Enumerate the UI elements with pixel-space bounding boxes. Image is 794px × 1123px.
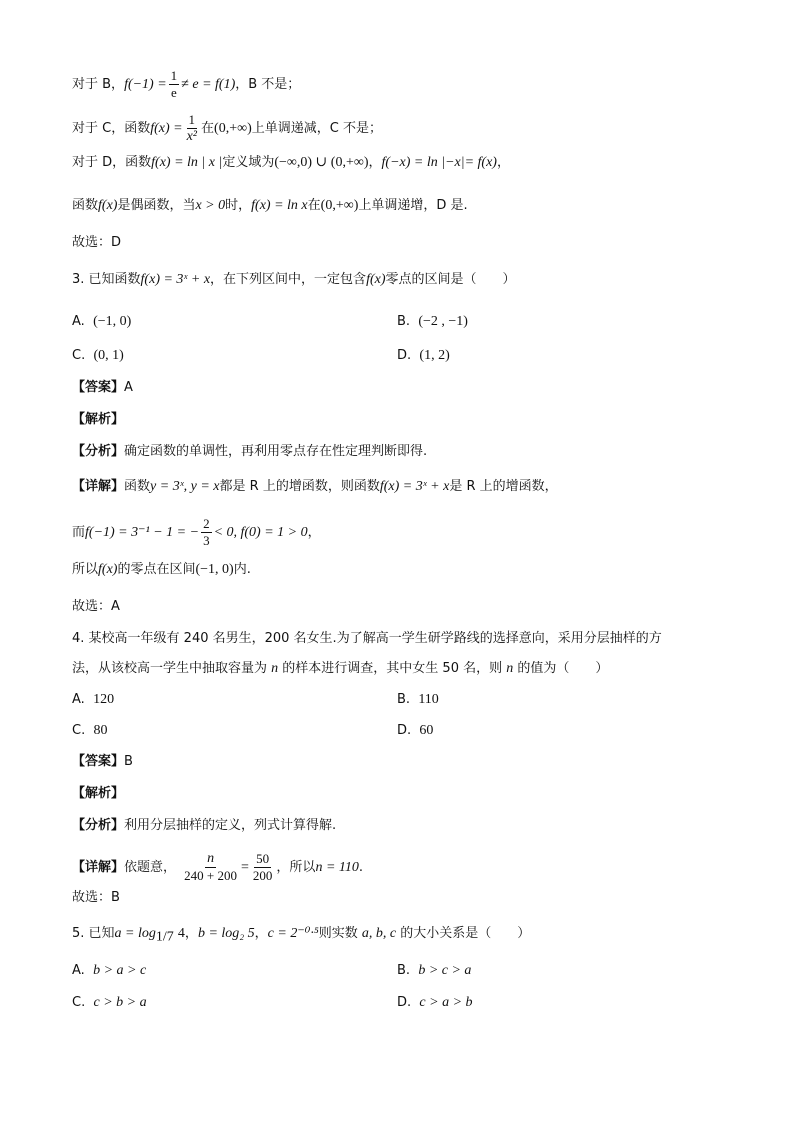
question-4-line2 bbox=[72, 659, 608, 679]
xj-fraction bbox=[201, 516, 212, 549]
q5-a-arg: 4 bbox=[177, 926, 185, 941]
jiexi-tag: 【解析】 bbox=[72, 786, 125, 801]
answer-value: B bbox=[124, 754, 133, 769]
xj-math: f(x) bbox=[98, 562, 118, 577]
answer-2-final: 故选：D bbox=[72, 235, 122, 250]
q5-option-a bbox=[72, 961, 146, 981]
q4-final: 故选：B bbox=[72, 890, 120, 905]
d2-mid3: 在 bbox=[307, 198, 321, 213]
frac-num: n bbox=[207, 851, 215, 866]
option-label: C. bbox=[72, 995, 86, 1010]
option-label: C. bbox=[72, 348, 86, 363]
option-value: 120 bbox=[93, 692, 115, 707]
fenxi-tag: 【分析】 bbox=[72, 818, 125, 833]
option-label: D. bbox=[397, 348, 412, 363]
d-sep: ， bbox=[368, 155, 382, 170]
q5-pre: 5. 已知 bbox=[72, 926, 115, 941]
xj-text: 依题意， bbox=[124, 860, 177, 875]
d-domain: (−∞,0) ∪ (0,+∞) bbox=[274, 155, 369, 170]
q3-option-b bbox=[397, 312, 468, 332]
q5-option-d bbox=[397, 993, 473, 1013]
option-label: C. bbox=[72, 723, 86, 738]
q5-a-base: 1/7 bbox=[155, 929, 174, 945]
q3-option-a bbox=[72, 312, 131, 332]
q3-mid: ，在下列区间中，一定包含 bbox=[210, 272, 367, 287]
q5-a: a = log bbox=[114, 926, 156, 941]
q3-answer bbox=[72, 378, 133, 398]
fenxi-text: 确定函数的单调性，再利用零点存在性定理判断即得. bbox=[124, 444, 428, 459]
fenxi-tag: 【分析】 bbox=[72, 444, 125, 459]
b-math: f(−1) = bbox=[124, 77, 167, 92]
q4-option-d bbox=[397, 721, 433, 741]
d-mid: 定义域为 bbox=[222, 155, 275, 170]
xiangjie-tag: 【详解】 bbox=[72, 860, 125, 875]
q3-fenxi bbox=[72, 442, 427, 462]
solution-c-line bbox=[72, 112, 382, 145]
q5-c: c = 2⁻⁰·⁵ bbox=[267, 926, 319, 941]
c-post: 上单调递减，C 不是； bbox=[251, 121, 382, 136]
xj-text: 函数 bbox=[124, 479, 151, 494]
option-label: A. bbox=[72, 692, 85, 707]
d2-pre: 函数 bbox=[72, 198, 99, 213]
d2-math2: f(x) = ln x bbox=[251, 198, 308, 213]
c-math: f(x) = bbox=[150, 121, 183, 136]
q3-post: 零点的区间是（ ） bbox=[385, 272, 516, 287]
q4-text: 法，从该校高一学生中抽取容量为 bbox=[72, 661, 268, 676]
option-value: 60 bbox=[419, 723, 434, 738]
frac-den: 240 + 200 bbox=[184, 868, 238, 883]
q3-final: 故选：A bbox=[72, 599, 120, 614]
xj-text: 都是 R 上的增函数，则函数 bbox=[219, 479, 380, 494]
xj-text: 内. bbox=[233, 562, 251, 577]
option-label: A. bbox=[72, 963, 85, 978]
option-label: D. bbox=[397, 723, 412, 738]
xj-text: 而 bbox=[72, 525, 86, 540]
xj-text: 所以 bbox=[72, 562, 99, 577]
q3-jiexi bbox=[72, 410, 124, 430]
q4-var: n bbox=[271, 661, 279, 676]
q4-jiexi bbox=[72, 784, 124, 804]
option-label: B. bbox=[397, 692, 411, 707]
q4-option-a bbox=[72, 690, 114, 710]
q4-option-b bbox=[397, 690, 439, 710]
q4-option-c bbox=[72, 721, 107, 741]
answer-tag: 【答案】 bbox=[72, 380, 125, 395]
c-frac-den: x² bbox=[186, 129, 198, 144]
d2-math: f(x) bbox=[98, 198, 118, 213]
solution-d-line bbox=[72, 153, 510, 173]
q4-fenxi bbox=[72, 816, 336, 836]
q5-sep: ， bbox=[254, 926, 268, 941]
option-value: (−2 , −1) bbox=[418, 314, 468, 329]
d-prefix: 对于 D，函数 bbox=[72, 155, 152, 170]
frac-num: 2 bbox=[203, 516, 210, 531]
q5-option-b bbox=[397, 961, 471, 981]
xj-text: . bbox=[358, 860, 363, 875]
xj-text: 是 R 上的增函数， bbox=[449, 479, 558, 494]
q3-math: f(x) = 3ˣ + x bbox=[140, 272, 211, 287]
q4-var: n bbox=[506, 661, 514, 676]
option-label: B. bbox=[397, 963, 411, 978]
c-fraction bbox=[185, 112, 199, 145]
d2-post: 上单调递增，D 是. bbox=[358, 198, 468, 213]
b-frac-num: 1 bbox=[170, 68, 178, 83]
q5-option-c bbox=[72, 993, 147, 1013]
option-label: A. bbox=[72, 314, 85, 329]
option-value: 80 bbox=[93, 723, 108, 738]
d2-mid2: 时， bbox=[225, 198, 252, 213]
xj-math: < 0, f(0) = 1 > 0 bbox=[213, 525, 308, 540]
q5-mid: 则实数 bbox=[318, 926, 358, 941]
fenxi-text: 利用分层抽样的定义，列式计算得解. bbox=[124, 818, 337, 833]
xj-math: n = 110 bbox=[315, 860, 359, 875]
option-label: B. bbox=[397, 314, 411, 329]
q3-option-d bbox=[397, 346, 450, 366]
q5-b: b = log₂ 5 bbox=[197, 926, 255, 941]
b-math2: ≠ e = f(1) bbox=[181, 77, 236, 92]
q5-vars: a, b, c bbox=[361, 926, 397, 941]
option-value: c > a > b bbox=[419, 995, 473, 1010]
b-post: ，B 不是； bbox=[235, 77, 301, 92]
option-value: (0, 1) bbox=[93, 348, 124, 363]
option-value: (1, 2) bbox=[419, 348, 450, 363]
option-label: D. bbox=[397, 995, 412, 1010]
q5-post: 的大小关系是（ ） bbox=[400, 926, 531, 941]
xj-fraction-1 bbox=[182, 851, 239, 884]
xj-text: ， bbox=[307, 525, 321, 540]
xj-text: 的零点在区间 bbox=[117, 562, 196, 577]
option-value: c > b > a bbox=[93, 995, 147, 1010]
b-fraction bbox=[169, 68, 180, 101]
option-value: b > c > a bbox=[418, 963, 472, 978]
d2-cond: x > 0 bbox=[195, 198, 226, 213]
xj-math: y = 3ˣ, y = x bbox=[150, 479, 220, 494]
q4-xiangjie bbox=[72, 851, 363, 884]
q3-option-c bbox=[72, 346, 124, 366]
d-math2: f(−x) = ln |−x|= f(x) bbox=[381, 155, 497, 170]
frac-num: 50 bbox=[256, 851, 270, 866]
answer-tag: 【答案】 bbox=[72, 754, 125, 769]
q3-xiangjie-3 bbox=[72, 560, 251, 580]
xj-fraction-2 bbox=[251, 851, 275, 884]
xj-math: f(−1) = 3⁻¹ − 1 = − bbox=[85, 525, 200, 540]
q5-sep: ， bbox=[184, 926, 198, 941]
xj-text: ，所以 bbox=[276, 860, 316, 875]
c-prefix: 对于 C，函数 bbox=[72, 121, 151, 136]
q4-answer bbox=[72, 752, 133, 772]
option-value: b > a > c bbox=[93, 963, 147, 978]
b-frac-den: e bbox=[171, 85, 177, 100]
option-value: 110 bbox=[418, 692, 439, 707]
xj-math: (−1, 0) bbox=[195, 562, 234, 577]
jiexi-tag: 【解析】 bbox=[72, 412, 125, 427]
q3-math2: f(x) bbox=[366, 272, 386, 287]
q3-xiangjie-1 bbox=[72, 477, 558, 497]
q4-text: 的样本进行调查，其中女生 50 名，则 bbox=[282, 661, 503, 676]
frac-den: 200 bbox=[252, 868, 273, 883]
c-frac-num: 1 bbox=[188, 112, 196, 127]
xiangjie-tag: 【详解】 bbox=[72, 479, 125, 494]
q3-xiangjie-2 bbox=[72, 516, 321, 549]
frac-den: 3 bbox=[203, 533, 210, 548]
b-prefix: 对于 B， bbox=[72, 77, 125, 92]
question-5 bbox=[72, 924, 530, 948]
option-value: (−1, 0) bbox=[93, 314, 132, 329]
question-4-line1: 4. 某校高一年级有 240 名男生，200 名女生.为了解高一学生研学路线的选择意向，采用分层抽样的方 bbox=[72, 631, 662, 646]
xj-math: f(x) = 3ˣ + x bbox=[379, 479, 450, 494]
d2-mid1: 是偶函数，当 bbox=[117, 198, 196, 213]
question-3 bbox=[72, 270, 516, 290]
d2-interval: (0,+∞) bbox=[320, 198, 359, 213]
answer-value: A bbox=[124, 380, 133, 395]
q3-pre: 3. 已知函数 bbox=[72, 272, 141, 287]
solution-d-line2 bbox=[72, 196, 468, 216]
c-interval: (0,+∞) bbox=[214, 121, 252, 136]
d-math: f(x) = ln | x | bbox=[151, 155, 223, 170]
d-post: ， bbox=[496, 155, 510, 170]
xj-eq: = bbox=[241, 860, 249, 875]
c-mid: 在 bbox=[201, 121, 215, 136]
solution-b-line bbox=[72, 68, 300, 101]
q4-text: 的值为（ ） bbox=[517, 661, 609, 676]
